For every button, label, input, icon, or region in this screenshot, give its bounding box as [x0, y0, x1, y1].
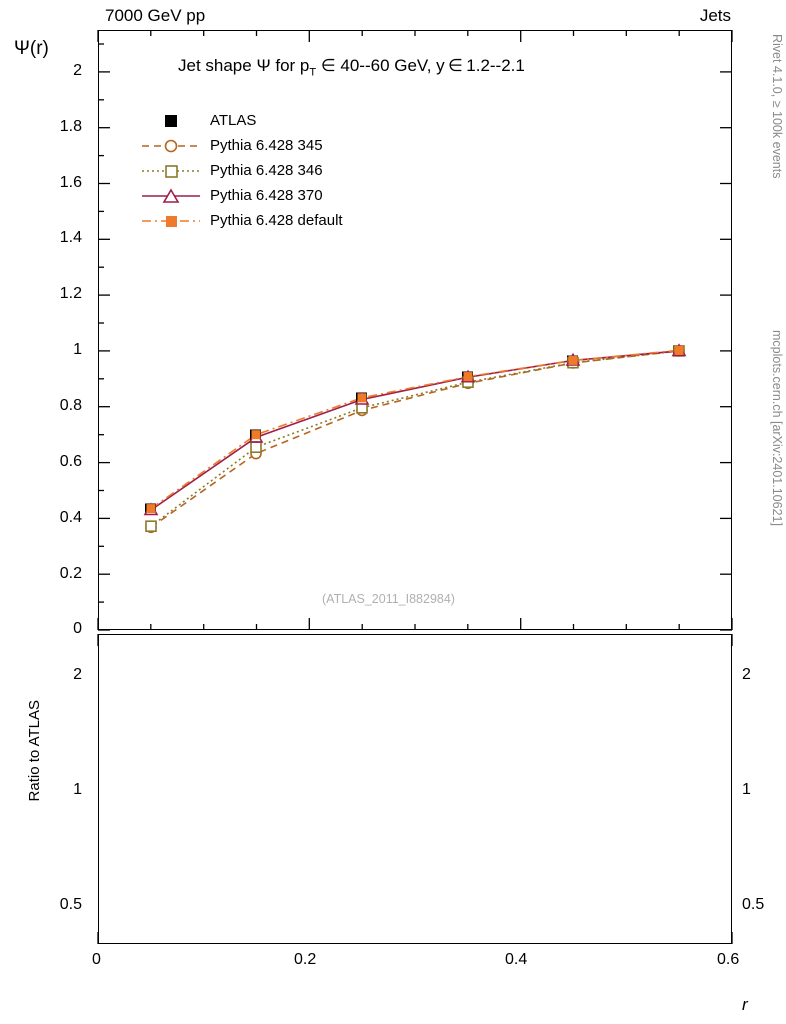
y-axis-title-ratio: Ratio to ATLAS [26, 700, 43, 802]
legend-marker-square-filled-icon [140, 110, 202, 132]
header-analysis-label: Jets [699, 6, 731, 25]
x-axis-title: r [742, 995, 748, 1014]
ytick-label-0p8: 0.8 [59, 397, 82, 414]
ratio-ytick-label-2-left: 2 [73, 666, 82, 683]
legend-label-pythia-346: Pythia 6.428 346 [210, 162, 323, 179]
legend-item-pythia-default [140, 208, 343, 233]
legend-item-pythia-346 [140, 158, 343, 183]
ytick-label-1p8: 1.8 [59, 118, 82, 135]
plot-title: Jet shape Ψ for $p_T$ ∈ 40--60 GeV, y ∈ 1.2--2.1 [178, 56, 525, 79]
legend-label-atlas: ATLAS [210, 112, 257, 129]
header-beam-label: 7000 GeV pp [105, 6, 206, 25]
legend-label-pythia-default: Pythia 6.428 default [210, 212, 343, 229]
y-axis-title-main: Ψ(r) [14, 38, 49, 59]
legend-marker-triangle-open-icon [140, 185, 202, 207]
legend [140, 108, 343, 233]
legend-label-pythia-370: Pythia 6.428 370 [210, 187, 323, 204]
ytick-label-0p2: 0.2 [59, 565, 82, 582]
xtick-label-0p6: 0.6 [717, 951, 740, 968]
legend-marker-square-open-icon [140, 160, 202, 182]
ratio-ytick-label-2-right: 2 [742, 666, 751, 683]
legend-item-atlas [140, 108, 343, 133]
legend-item-pythia-370 [140, 183, 343, 208]
ratio-ytick-label-0p5-left: 0.5 [59, 896, 82, 913]
legend-marker-circle-open-icon [140, 135, 202, 157]
ratio-ytick-label-0p5-right: 0.5 [742, 896, 765, 913]
ratio-ytick-label-1-left: 1 [73, 781, 82, 798]
mcplots-caption: mcplots.cern.ch [arXiv:2401.10621] [770, 330, 784, 526]
xtick-label-0: 0 [92, 951, 101, 968]
legend-item-pythia-345 [140, 133, 343, 158]
legend-label-pythia-345: Pythia 6.428 345 [210, 137, 323, 154]
xtick-label-0p4: 0.4 [505, 951, 528, 968]
legend-marker-square-filled-small-icon [140, 210, 202, 232]
ytick-label-1p2: 1.2 [59, 285, 82, 302]
ytick-label-1: 1 [73, 341, 82, 358]
ytick-label-1p6: 1.6 [59, 174, 82, 191]
rivet-version-caption: Rivet 4.1.0, ≥ 100k events [770, 34, 784, 179]
ytick-label-0: 0 [73, 620, 82, 637]
ratio-plot-panel [98, 634, 732, 944]
xtick-label-0p2: 0.2 [294, 951, 317, 968]
analysis-id-watermark: (ATLAS_2011_I882984) [322, 592, 455, 606]
ratio-ytick-label-1-right: 1 [742, 781, 751, 798]
ytick-label-0p6: 0.6 [59, 453, 82, 470]
ytick-label-0p4: 0.4 [59, 509, 82, 526]
ytick-label-2: 2 [73, 62, 82, 79]
ytick-label-1p4: 1.4 [59, 229, 82, 246]
